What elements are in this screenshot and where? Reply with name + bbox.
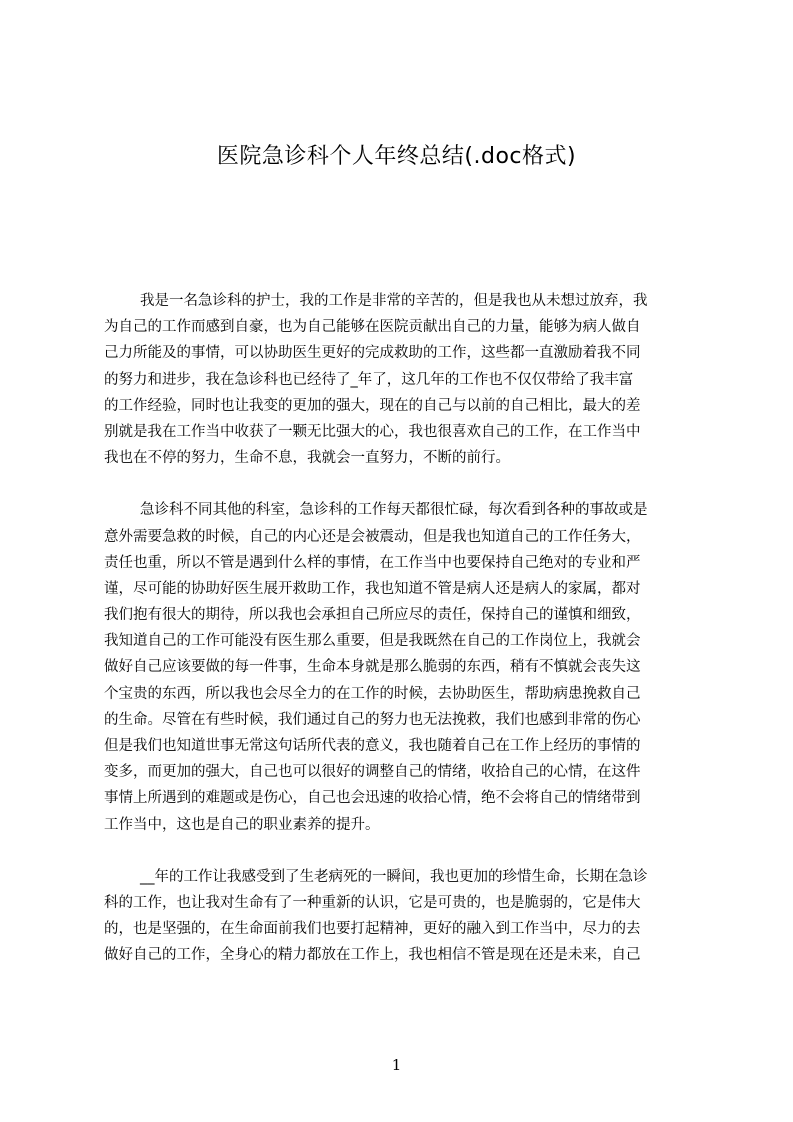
paragraph-line: 责任也重，所以不管是遇到什么样的事情，在工作当中也要保持自己绝对的专业和严 [104, 554, 641, 571]
paragraph-line: 科的工作，也让我对生命有了一种重新的认识，它是可贵的，也是脆弱的，它是伟大 [104, 894, 641, 911]
paragraph-line: 变多，而更加的强大，自己也可以很好的调整自己的情绪，收拾自己的心情，在这件 [104, 764, 641, 781]
paragraph-line: 谨，尽可能的协助好医生展开救助工作，我也知道不管是病人还是病人的家属，都对 [104, 580, 641, 597]
page-number: 1 [391, 1056, 402, 1074]
paragraph-line: 的生命。尽管在有些时候，我们通过自己的努力也无法挽救，我们也感到非常的伤心 [104, 711, 641, 728]
paragraph-line: 但是我们也知道世事无常这句话所代表的意义，我也随着自己在工作上经历的事情的 [104, 738, 641, 754]
paragraph-3 [104, 864, 702, 969]
paragraph-line: 己力所能及的事情，可以协助医生更好的完成救助的工作，这些都一直激励着我不同 [104, 345, 641, 362]
paragraph-line: 我们抱有很大的期待，所以我也会承担自己所应尽的责任，保持自己的谨慎和细致， [104, 607, 641, 624]
paragraph-line: 工作当中，这也是自己的职业素养的提升。 [104, 816, 380, 833]
paragraph-2 [104, 497, 702, 837]
paragraph-line: 做好自己应该要做的每一件事，生命本身就是那么脆弱的东西，稍有不慎就会丧失这 [104, 659, 641, 676]
document-body [104, 288, 702, 995]
paragraph-line: 急诊科不同其他的科室，急诊科的工作每天都很忙碌，每次看到各种的事故或是 [140, 502, 648, 519]
paragraph-line: 的，也是坚强的，在生命面前我们也要打起精神，更好的融入到工作当中，尽力的去 [104, 921, 641, 938]
paragraph-line: 做好自己的工作，全身心的精力都放在工作上，我也相信不管是现在还是未来，自己 [104, 947, 641, 964]
paragraph-line: 我知道自己的工作可能没有医生那么重要，但是我既然在自己的工作岗位上，我就会 [104, 633, 641, 650]
paragraph-line: 我是一名急诊科的护士，我的工作是非常的辛苦的，但是我也从未想过放弃，我 [140, 293, 648, 309]
paragraph-line: 的工作经验，同时也让我变的更加的强大，现在的自己与以前的自己相比，最大的差 [104, 397, 641, 414]
document-title: 医院急诊科个人年终总结(.doc格式) [216, 144, 577, 169]
paragraph-line: 为自己的工作而感到自豪，也为自己能够在医院贡献出自己的力量，能够为病人做自 [104, 319, 641, 336]
paragraph-line: 意外需要急救的时候，自己的内心还是会被震动，但是我也知道自己的工作任务大， [104, 528, 641, 545]
paragraph-1 [104, 288, 702, 471]
paragraph-line: __年的工作让我感受到了生老病死的一瞬间，我也更加的珍惜生命，长期在急诊 [140, 868, 648, 885]
paragraph-line: 事情上所遇到的难题或是伤心，自己也会迅速的收拾心情，绝不会将自己的情绪带到 [104, 790, 641, 807]
paragraph-line: 别就是我在工作当中收获了一颗无比强大的心，我也很喜欢自己的工作，在工作当中 [104, 423, 641, 440]
paragraph-line: 个宝贵的东西，所以我也会尽全力的在工作的时候，去协助医生，帮助病患挽救自己 [104, 685, 641, 702]
paragraph-line: 的努力和进步，我在急诊科也已经待了_年了，这几年的工作也不仅仅带给了我丰富 [104, 371, 634, 388]
paragraph-line: 我也在不停的努力，生命不息，我就会一直努力，不断的前行。 [104, 450, 510, 467]
